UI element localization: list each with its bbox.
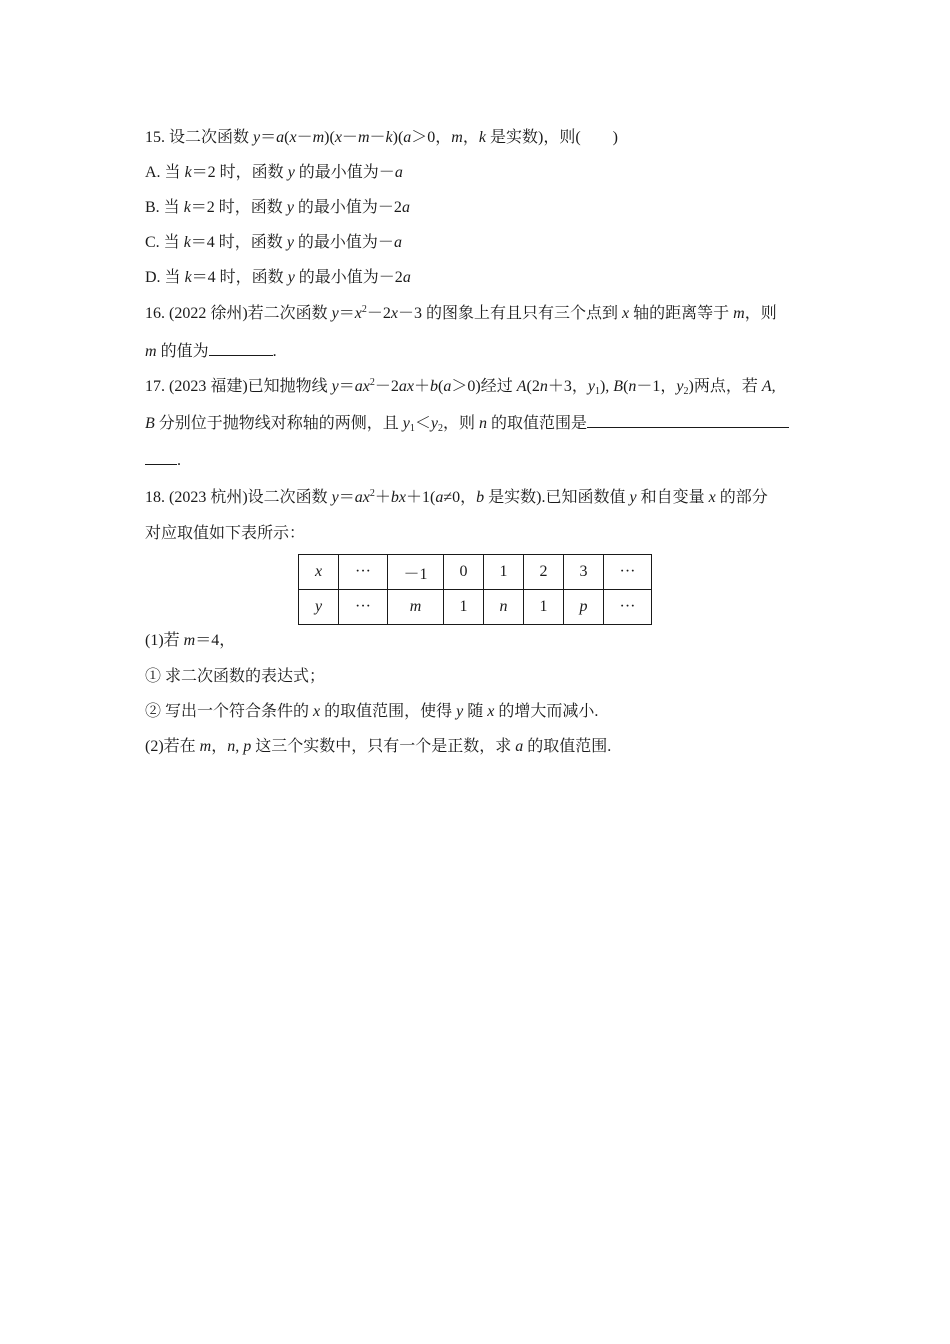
table-cell: x xyxy=(299,555,339,590)
table-cell: p xyxy=(564,590,604,625)
q15-stem: 15. 设二次函数 y＝a(x－m)(x－m－k)(a＞0，m，k 是实数)，则( ) xyxy=(145,129,618,146)
table-cell: 3 xyxy=(564,555,604,590)
table-row-x xyxy=(299,555,652,590)
table-cell: 1 xyxy=(484,555,524,590)
q18-part2: (2)若在 m，n, p 这三个实数中，只有一个是正数，求 a 的取值范围. xyxy=(145,738,612,755)
q18-part1-sub1: ① 求二次函数的表达式； xyxy=(145,668,326,685)
table-cell: ··· xyxy=(339,590,388,625)
table-cell: 1 xyxy=(524,590,564,625)
q17-line2: B 分别位于抛物线对称轴的两侧，且 $y_1<y_2$，则 n 的取值范围是 xyxy=(145,413,789,434)
table-cell: ··· xyxy=(604,555,652,590)
q18-part1-sub2: ② 写出一个符合条件的 x 的取值范围，使得 y 随 x 的增大而减小. xyxy=(145,703,599,720)
q17-line1: 17. (2023 福建)已知抛物线 $y=ax^2-2ax+b(a>0)$经过 A(2n＋3，$y_1$), B(n－1，$y_2$)两点，若 A, xyxy=(145,377,776,397)
q17-answer-blank-cont[interactable] xyxy=(145,450,177,465)
q17-line3: . xyxy=(145,450,181,471)
q18-part1: (1)若 m＝4， xyxy=(145,632,236,649)
table-cell: ··· xyxy=(339,555,388,590)
table-cell: 2 xyxy=(524,555,564,590)
table-row-y xyxy=(299,590,652,625)
table-cell: 0 xyxy=(444,555,484,590)
q16-answer-blank[interactable] xyxy=(209,341,273,356)
table-cell: y xyxy=(299,590,339,625)
q17-answer-blank[interactable] xyxy=(587,413,789,428)
table-cell: ··· xyxy=(604,590,652,625)
table-cell: m xyxy=(388,590,444,625)
q18-line2: 对应取值如下表所示： xyxy=(145,525,306,542)
table-cell: n xyxy=(484,590,524,625)
q15-option-d: D. 当 k＝4 时，函数 y 的最小值为－2a xyxy=(145,269,411,286)
q15-option-b: B. 当 k＝2 时，函数 y 的最小值为－2a xyxy=(145,199,410,216)
table-cell: 1 xyxy=(444,590,484,625)
q18-line1: 18. (2023 杭州)设二次函数 $y=ax^2+bx+1(a\ne 0$，b 是实数).已知函数值 y 和自变量 x 的部分 xyxy=(145,488,768,506)
q16-line2: m 的值为 . xyxy=(145,343,277,360)
value-table xyxy=(298,554,652,625)
table-cell: －1 xyxy=(388,555,444,590)
q15-option-c: C. 当 k＝4 时，函数 y 的最小值为－a xyxy=(145,234,402,251)
q15-option-a: A. 当 k＝2 时，函数 y 的最小值为－a xyxy=(145,164,403,181)
q16-line1: 16. (2022 徐州)若二次函数 $y=x^2-2x-3$ 的图象上有且只有三个点到 x 轴的距离等于 m，则 xyxy=(145,304,777,322)
